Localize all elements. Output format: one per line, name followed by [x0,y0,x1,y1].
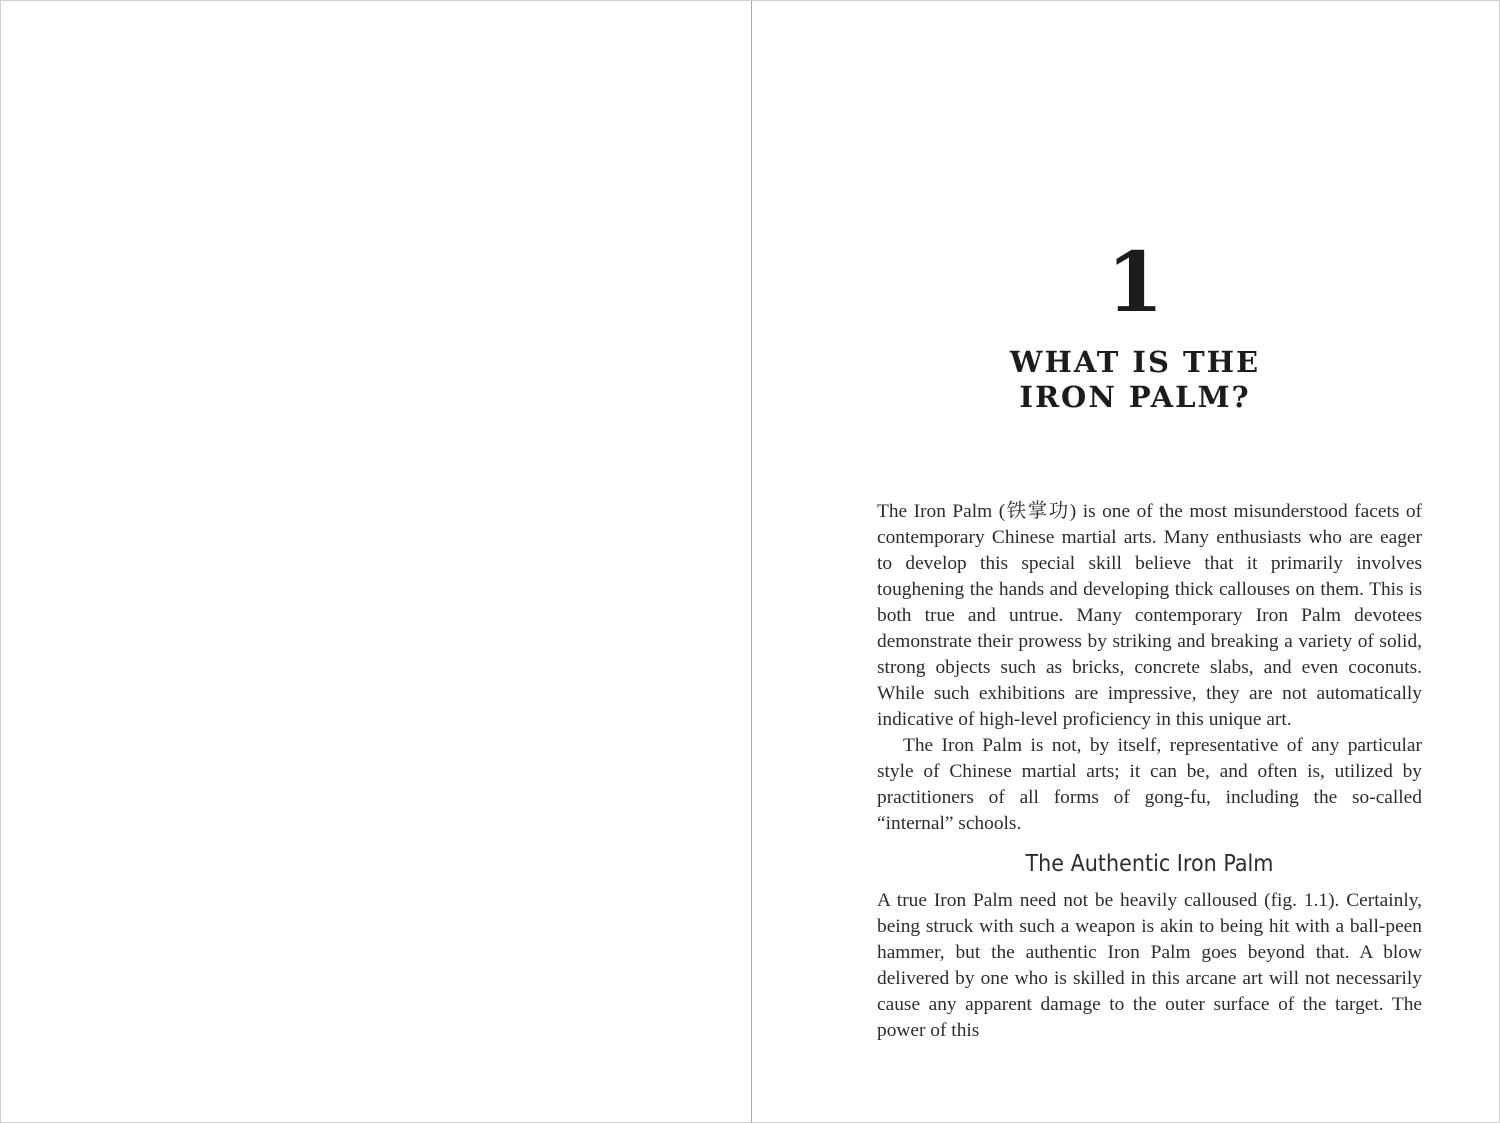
right-page [752,1,1500,1122]
section-paragraph-1: A true Iron Palm need not be heavily calloused (fig. 1.1). Certainly, being struck with such a weapon is akin to being hit with a ball-peen hammer, but the authentic Iron Palm goes beyond that. A blow delivered by one who is skilled in this arcane art will not necessarily cause any apparent damage to the outer surface of the target. The power of this [877,890,1422,1041]
section-text-block [877,888,1422,1044]
chapter-number: 1 [1106,235,1164,331]
section-heading: The Authentic Iron Palm [1025,851,1274,877]
body-paragraph-1: The Iron Palm (铁掌功) is one of the most misunderstood facets of contemporary Chinese martial arts. Many enthusiasts who are eager to develop this special skill believe that it primarily involves toughening the hands and developing thick callouses on them. This is both true and untrue. Many contemporary Iron Palm devotees demonstrate their prowess by striking and breaking a variety of solid, strong objects such as bricks, concrete slabs, and even coconuts. While such exhibitions are impressive, they are not automatically indicative of high-level proficiency in this unique art. [877,501,1422,730]
chapter-title-line-2: IRON PALM? [1019,380,1251,414]
left-page-blank [1,1,751,1122]
chapter-title [752,345,1500,415]
intro-text-block [877,499,1422,837]
body-paragraph-2: The Iron Palm is not, by itself, representative of any particular style of Chinese martial arts; it can be, and often is, utilized by practitioners of all forms of gong-fu, including the so-called “internal” schools. [877,735,1422,834]
chapter-title-line-1: WHAT IS THE [1009,345,1261,379]
